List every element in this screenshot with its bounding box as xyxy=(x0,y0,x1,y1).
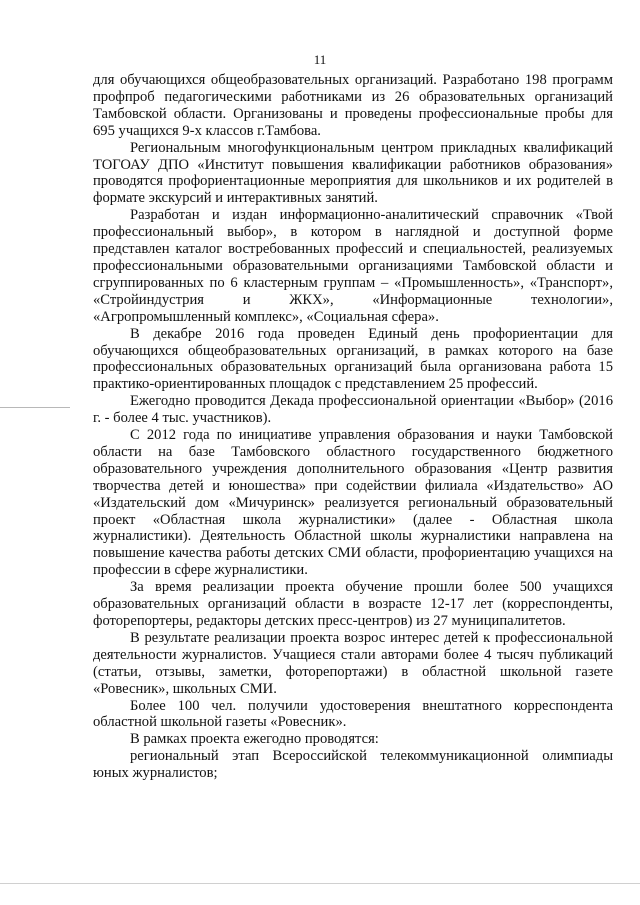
paragraph: Ежегодно проводится Декада профессиональной ориентации «Выбор» (2016 г. - более 4 тыс. участников). xyxy=(93,393,613,427)
paragraph: В результате реализации проекта возрос интерес детей к профессиональной деятельности журналистов. Учащиеся стали авторами более 4 тысяч публикаций (статьи, отзывы, заметки, фоторепортажи) в областной школьной газете «Ровесник», школьных СМИ. xyxy=(93,629,613,697)
paragraph: В декабре 2016 года проведен Единый день профориентации для обучающихся общеобразовательных организаций, в рамках которого на базе профессиональных образовательных организаций была организована работа 15 практико-ориентированных площадок с представлением 25 профессий. xyxy=(93,325,613,393)
paragraph: За время реализации проекта обучение прошли более 500 учащихся образовательных организаций области в возрасте 12-17 лет (корреспонденты, фоторепортеры, редакторы детских пресс-центров) из 27 муниципалитетов. xyxy=(93,579,613,629)
paragraph: для обучающихся общеобразовательных организаций. Разработано 198 программ профпроб педагогическими работниками из 26 образовательных организаций Тамбовской области. Организованы и проведены профессиональные пробы для 695 учащихся 9-х классов г.Тамбова. xyxy=(93,72,613,139)
scan-artifact-line xyxy=(0,407,70,408)
paragraph: В рамках проекта ежегодно проводятся: xyxy=(130,731,379,748)
paragraph: Разработан и издан информационно-аналитический справочник «Твой профессиональный выбор», в котором в наглядной и доступной форме представлен каталог востребованных профессий и специальностей, реализуемых профессиональными образовательными организациями Тамбовской области и сгруппированных по 6 кластерным группам – «Промышленность», «Транспорт», «Стройиндустрия и ЖКХ», «Информационные технологии», «Агропромышленный комплекс», «Социальная сфера». xyxy=(93,207,613,325)
paragraph: региональный этап Всероссийской телекоммуникационной олимпиады юных журналистов; xyxy=(93,748,613,782)
document-body xyxy=(93,72,613,782)
paragraph: Более 100 чел. получили удостоверения внештатного корреспондента областной школьной газеты «Ровесник». xyxy=(93,697,613,731)
page-number: 11 xyxy=(313,52,327,67)
scan-artifact-line xyxy=(0,883,640,884)
paragraph: Региональным многофункциональным центром прикладных квалификаций ТОГОАУ ДПО «Институт повышения квалификации работников образования» проводятся профориентационные мероприятия для школьников и их родителей в формате экскурсий и интерактивных занятий. xyxy=(93,139,613,207)
paragraph: С 2012 года по инициативе управления образования и науки Тамбовской области на базе Тамбовского областного государственного бюджетного образовательного учреждения дополнительного образования «Центр развития творчества детей и юношества» при содействии филиала «Издательство» АО «Издательский дом «Мичуринск» реализуется региональный образовательный проект «Областная школа журналистики» (далее - Областная школа журналистики). Деятельность Областной школы журналистики направлена на повышение качества работы детских СМИ области, профориентацию учащихся на профессии в сфере журналистики. xyxy=(93,427,613,579)
